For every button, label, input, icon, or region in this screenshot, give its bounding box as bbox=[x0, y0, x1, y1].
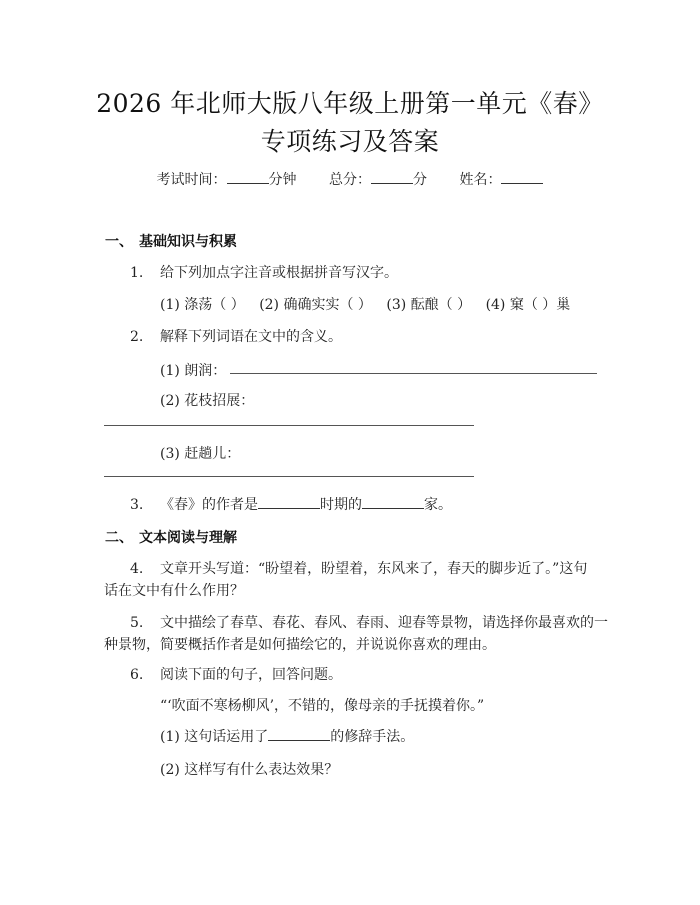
question-2: 2. 解释下列词语在文中的含义。 bbox=[130, 329, 342, 345]
q1-item-3: (3) 酝酿（ ） bbox=[386, 297, 472, 313]
exam-time-blank[interactable] bbox=[227, 170, 269, 184]
q2-sub3-label: (3) 赶趟儿： bbox=[160, 446, 241, 462]
q6-sub1: (1) 这句话运用了 的修辞手法。 bbox=[160, 729, 415, 745]
period-blank[interactable] bbox=[362, 495, 424, 509]
question-5: 5. 文中描绘了春草、春花、春风、春雨、迎春等景物，请选择你最喜欢的一 bbox=[130, 615, 608, 631]
q2-sub2-label: (2) 花枝招展： bbox=[160, 393, 255, 409]
exam-info-row bbox=[0, 169, 700, 189]
total-score: 总分： 分 bbox=[329, 172, 427, 188]
rhetoric-blank[interactable] bbox=[268, 727, 330, 741]
q1-item-1: (1) 涤荡（ ） bbox=[160, 297, 245, 313]
q2-sub2-answer-line[interactable] bbox=[104, 425, 474, 426]
q1-item-2: (2) 确确实实（ ） bbox=[259, 297, 372, 313]
section-heading-2: 二、 文本阅读与理解 bbox=[105, 530, 237, 546]
question-1: 1. 给下列加点字注音或根据拼音写汉字。 bbox=[130, 265, 398, 281]
q2-sub1-label: (1) 朗润： bbox=[160, 363, 227, 379]
question-5-cont: 种景物，简要概括作者是如何描绘它的，并说说你喜欢的理由。 bbox=[104, 637, 496, 653]
student-name: 姓名： bbox=[459, 172, 543, 188]
question-6: 6. 阅读下面的句子，回答问题。 bbox=[130, 667, 342, 683]
author-blank[interactable] bbox=[258, 495, 320, 509]
question-4-cont: 话在文中有什么作用？ bbox=[104, 583, 244, 599]
q6-sub2: (2) 这样写有什么表达效果？ bbox=[160, 762, 339, 778]
question-3: 3. 《春》的作者是 时期的 家。 bbox=[130, 497, 452, 513]
question-1-items bbox=[160, 294, 580, 314]
q1-item-4: (4) 窠（ ）巢 bbox=[485, 297, 571, 313]
q2-sub3-answer-line[interactable] bbox=[104, 476, 474, 477]
name-blank[interactable] bbox=[501, 170, 543, 184]
score-blank[interactable] bbox=[371, 170, 413, 184]
q6-quote: “‘吹面不寒杨柳风’，不错的，像母亲的手抚摸着你。” bbox=[160, 698, 485, 714]
page-title: 2026 年北师大版八年级上册第一单元《春》 bbox=[96, 89, 604, 118]
page-subtitle: 专项练习及答案 bbox=[260, 127, 440, 156]
question-4: 4. 文章开头写道：“盼望着，盼望着，东风来了，春天的脚步近了。”这句 bbox=[130, 561, 588, 577]
exam-time: 考试时间： 分钟 bbox=[156, 172, 297, 188]
q2-sub1-answer-line[interactable] bbox=[230, 373, 597, 374]
section-heading-1: 一、 基础知识与积累 bbox=[105, 234, 237, 250]
